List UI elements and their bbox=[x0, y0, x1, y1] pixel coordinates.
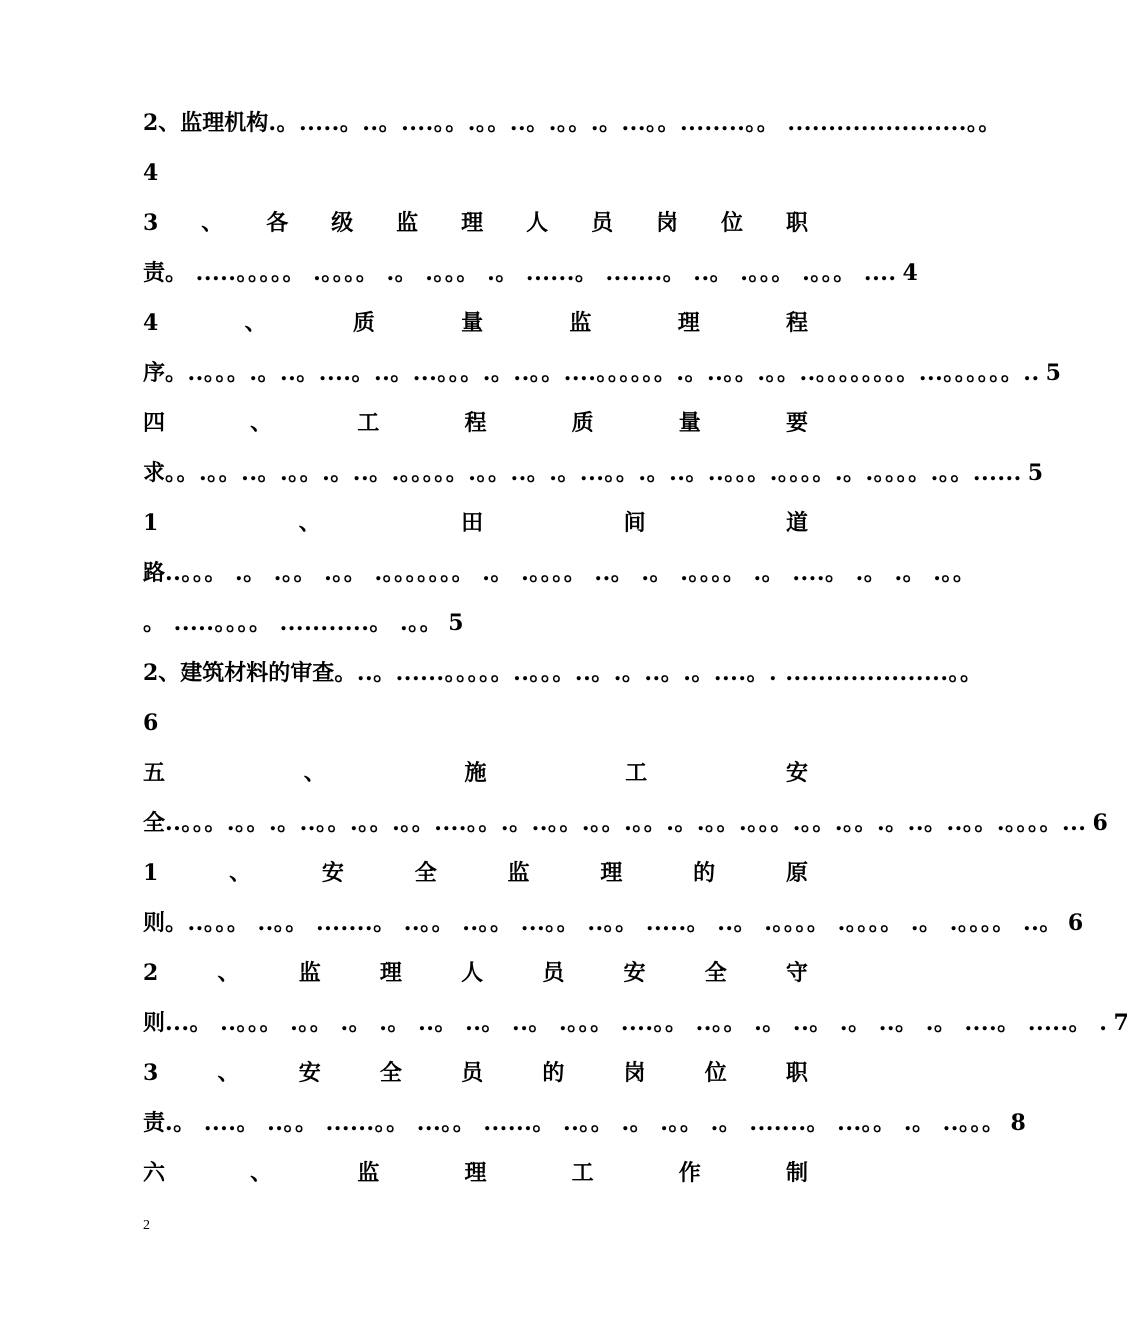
toc-heading-char: 人 bbox=[461, 960, 484, 986]
toc-entry-text: 则 bbox=[143, 910, 166, 936]
toc-heading-char: 、 bbox=[303, 760, 326, 786]
toc-heading-char: 员 bbox=[591, 210, 614, 236]
toc-page-number: 7 bbox=[1113, 1010, 1129, 1036]
toc-line bbox=[143, 698, 808, 748]
toc-heading-char: 、 bbox=[217, 1060, 240, 1086]
toc-line bbox=[143, 798, 1108, 848]
toc-heading-char: 全 bbox=[379, 1060, 402, 1086]
toc-heading-char: 1 bbox=[143, 510, 159, 536]
toc-leader-dots: .。 ....。 ..。。 ......。。 ...。。 ......。 ..。。 .。 .。。 .。 .......。 ...。。 .。 ..。。。 bbox=[165, 1110, 1005, 1136]
toc-heading-char: 4 bbox=[143, 310, 159, 336]
toc-heading-char: 间 bbox=[623, 510, 646, 536]
toc-heading-char: 作 bbox=[678, 1160, 701, 1186]
toc-line bbox=[143, 898, 1084, 948]
toc-entry-text: 责 bbox=[143, 260, 166, 286]
toc-line bbox=[143, 248, 918, 298]
toc-line bbox=[143, 298, 808, 348]
toc-heading-char: 、 bbox=[229, 860, 252, 886]
toc-entry-text: 求 bbox=[143, 460, 166, 486]
toc-heading-char: 监 bbox=[298, 960, 321, 986]
toc-line bbox=[143, 198, 808, 248]
toc-leader-dots: 。。.。。..。.。。.。..。.。。。。。.。。..。.。...。。.。..。..。。。.。。。。.。.。。。。.。。...... bbox=[165, 460, 1022, 486]
toc-line bbox=[143, 948, 808, 998]
toc-heading-char: 程 bbox=[785, 310, 808, 336]
toc-leader-dots: 。 .....。。。。 ...........。 .。。 bbox=[143, 610, 443, 636]
toc-page-number: 4 bbox=[902, 260, 918, 286]
toc-heading-char: 工 bbox=[571, 1160, 594, 1186]
toc-heading-char: 岗 bbox=[656, 210, 679, 236]
toc-heading-char: 位 bbox=[721, 210, 744, 236]
toc-heading-char: 守 bbox=[785, 960, 808, 986]
toc-page-number: 5 bbox=[1027, 460, 1044, 486]
toc-heading-char: 监 bbox=[507, 860, 530, 886]
toc-heading-char: 田 bbox=[461, 510, 484, 536]
toc-heading-char: 职 bbox=[785, 210, 808, 236]
toc-heading-char: 质 bbox=[352, 310, 375, 336]
toc-line bbox=[143, 748, 808, 798]
toc-line bbox=[143, 348, 1061, 398]
toc-heading-char: 、 bbox=[217, 960, 240, 986]
toc-heading-char: 质 bbox=[571, 410, 594, 436]
toc-line bbox=[143, 1148, 808, 1198]
toc-heading-char: 理 bbox=[461, 210, 484, 236]
toc-entry-text: 路 bbox=[143, 560, 166, 586]
toc-heading-char: 、 bbox=[250, 1160, 273, 1186]
toc-line bbox=[143, 148, 808, 198]
toc-heading-char: 工 bbox=[625, 760, 648, 786]
toc-page-number: 8 bbox=[1010, 1110, 1026, 1136]
toc-heading-char: 施 bbox=[464, 760, 487, 786]
toc-leader-dots: 。..。。。.。..。....。..。...。。。.。..。。....。。。。。。.。..。。.。。..。。。。。。。。...。。。。。。.. bbox=[165, 360, 1040, 386]
toc-line bbox=[143, 848, 808, 898]
table-of-contents bbox=[143, 98, 1129, 1198]
toc-entry-text: 6 bbox=[143, 710, 159, 736]
toc-line bbox=[143, 398, 808, 448]
toc-leader-dots: .。.....。..。....。。.。。..。.。。.。...。。........。。 ......................。。 bbox=[268, 110, 1001, 136]
toc-heading-char: 3 bbox=[143, 1060, 159, 1086]
toc-entry-text: 序 bbox=[143, 360, 166, 386]
toc-entry-text: 则 bbox=[143, 1010, 166, 1036]
toc-line bbox=[143, 998, 1129, 1048]
toc-heading-char: 安 bbox=[298, 1060, 321, 1086]
toc-entry-text: 全 bbox=[143, 810, 166, 836]
toc-heading-char: 3 bbox=[143, 210, 159, 236]
toc-heading-char: 员 bbox=[542, 960, 565, 986]
toc-heading-char: 各 bbox=[266, 210, 289, 236]
toc-heading-char: 理 bbox=[677, 310, 700, 336]
toc-heading-char: 岗 bbox=[623, 1060, 646, 1086]
toc-line bbox=[143, 648, 983, 698]
toc-heading-char: 位 bbox=[704, 1060, 727, 1086]
toc-line bbox=[143, 98, 1001, 148]
toc-heading-char: 理 bbox=[379, 960, 402, 986]
toc-heading-char: 1 bbox=[143, 860, 159, 886]
toc-heading-char: 安 bbox=[785, 760, 808, 786]
toc-heading-char: 2 bbox=[143, 960, 159, 986]
toc-page-number: 5 bbox=[448, 610, 464, 636]
toc-heading-char: 工 bbox=[357, 410, 380, 436]
toc-heading-char: 理 bbox=[600, 860, 623, 886]
toc-heading-char: 级 bbox=[331, 210, 354, 236]
toc-heading-char: 、 bbox=[244, 310, 267, 336]
toc-page-number: 6 bbox=[1067, 910, 1084, 936]
toc-leader-dots: ..。。。 .。 .。。 .。。 .。。。。。。。 .。 .。。。。 ..。 .。 .。。。。 .。 ....。 .。 .。 .。。 bbox=[165, 560, 976, 586]
toc-heading-char: 要 bbox=[785, 410, 808, 436]
toc-heading-char: 程 bbox=[464, 410, 487, 436]
toc-heading-char: 、 bbox=[298, 510, 321, 536]
toc-heading-char: 人 bbox=[526, 210, 549, 236]
toc-heading-char: 原 bbox=[785, 860, 808, 886]
toc-heading-char: 四 bbox=[143, 410, 166, 436]
toc-entry-text: 2、监理机构 bbox=[143, 110, 269, 136]
toc-heading-char: 、 bbox=[250, 410, 273, 436]
toc-entry-text: 2、建筑材料的审查 bbox=[143, 660, 335, 686]
toc-heading-char: 安 bbox=[321, 860, 344, 886]
toc-line bbox=[143, 1048, 808, 1098]
toc-heading-char: 的 bbox=[542, 1060, 565, 1086]
toc-line bbox=[143, 598, 808, 648]
toc-line bbox=[143, 1098, 1026, 1148]
toc-page-number: 6 bbox=[1092, 810, 1108, 836]
toc-heading-char: 量 bbox=[461, 310, 484, 336]
toc-heading-char: 制 bbox=[785, 1160, 808, 1186]
toc-leader-dots: 。..。......。。。。。..。。。..。.。..。.。....。. ....................。。 bbox=[334, 660, 983, 686]
toc-heading-char: 监 bbox=[569, 310, 592, 336]
toc-leader-dots: 。..。。。 ..。。 .......。 ..。。 ..。。 ...。。 ..。。 .....。 ..。 .。。。。 .。。。。 .。 .。。。。 ..。 bbox=[165, 910, 1062, 936]
toc-line bbox=[143, 448, 1044, 498]
page-number: 2 bbox=[143, 1218, 150, 1233]
toc-line bbox=[143, 548, 976, 598]
toc-heading-char: 全 bbox=[704, 960, 727, 986]
toc-heading-char: 安 bbox=[623, 960, 646, 986]
toc-heading-char: 职 bbox=[785, 1060, 808, 1086]
toc-heading-char: 、 bbox=[201, 210, 224, 236]
toc-heading-char: 员 bbox=[461, 1060, 484, 1086]
toc-heading-char: 五 bbox=[143, 760, 166, 786]
toc-line bbox=[143, 498, 808, 548]
toc-heading-char: 监 bbox=[396, 210, 419, 236]
toc-heading-char: 全 bbox=[414, 860, 437, 886]
toc-entry-text: 4 bbox=[143, 160, 159, 186]
toc-heading-char: 的 bbox=[693, 860, 716, 886]
toc-heading-char: 六 bbox=[143, 1160, 166, 1186]
toc-leader-dots: ...。 ..。。。 .。。 .。 .。 ..。 ..。 ..。 .。。。 ....。。 ..。。 .。 ..。 .。 ..。 .。 ....。 .....。 . bbox=[165, 1010, 1108, 1036]
toc-page-number: 5 bbox=[1045, 360, 1061, 386]
toc-heading-char: 量 bbox=[678, 410, 701, 436]
toc-entry-text: 责 bbox=[143, 1110, 166, 1136]
toc-heading-char: 道 bbox=[785, 510, 808, 536]
toc-leader-dots: ..。。。.。。.。..。。.。。.。。....。。.。..。。.。。.。。.。.。。.。。。.。。.。。.。..。..。。.。。。。... bbox=[165, 810, 1087, 836]
toc-heading-char: 监 bbox=[357, 1160, 380, 1186]
toc-leader-dots: 。 .....。。。。。 .。。。。 .。 .。。。 .。 ......。 .......。 ..。 .。。。 .。。。 .... bbox=[165, 260, 897, 286]
toc-heading-char: 理 bbox=[464, 1160, 487, 1186]
